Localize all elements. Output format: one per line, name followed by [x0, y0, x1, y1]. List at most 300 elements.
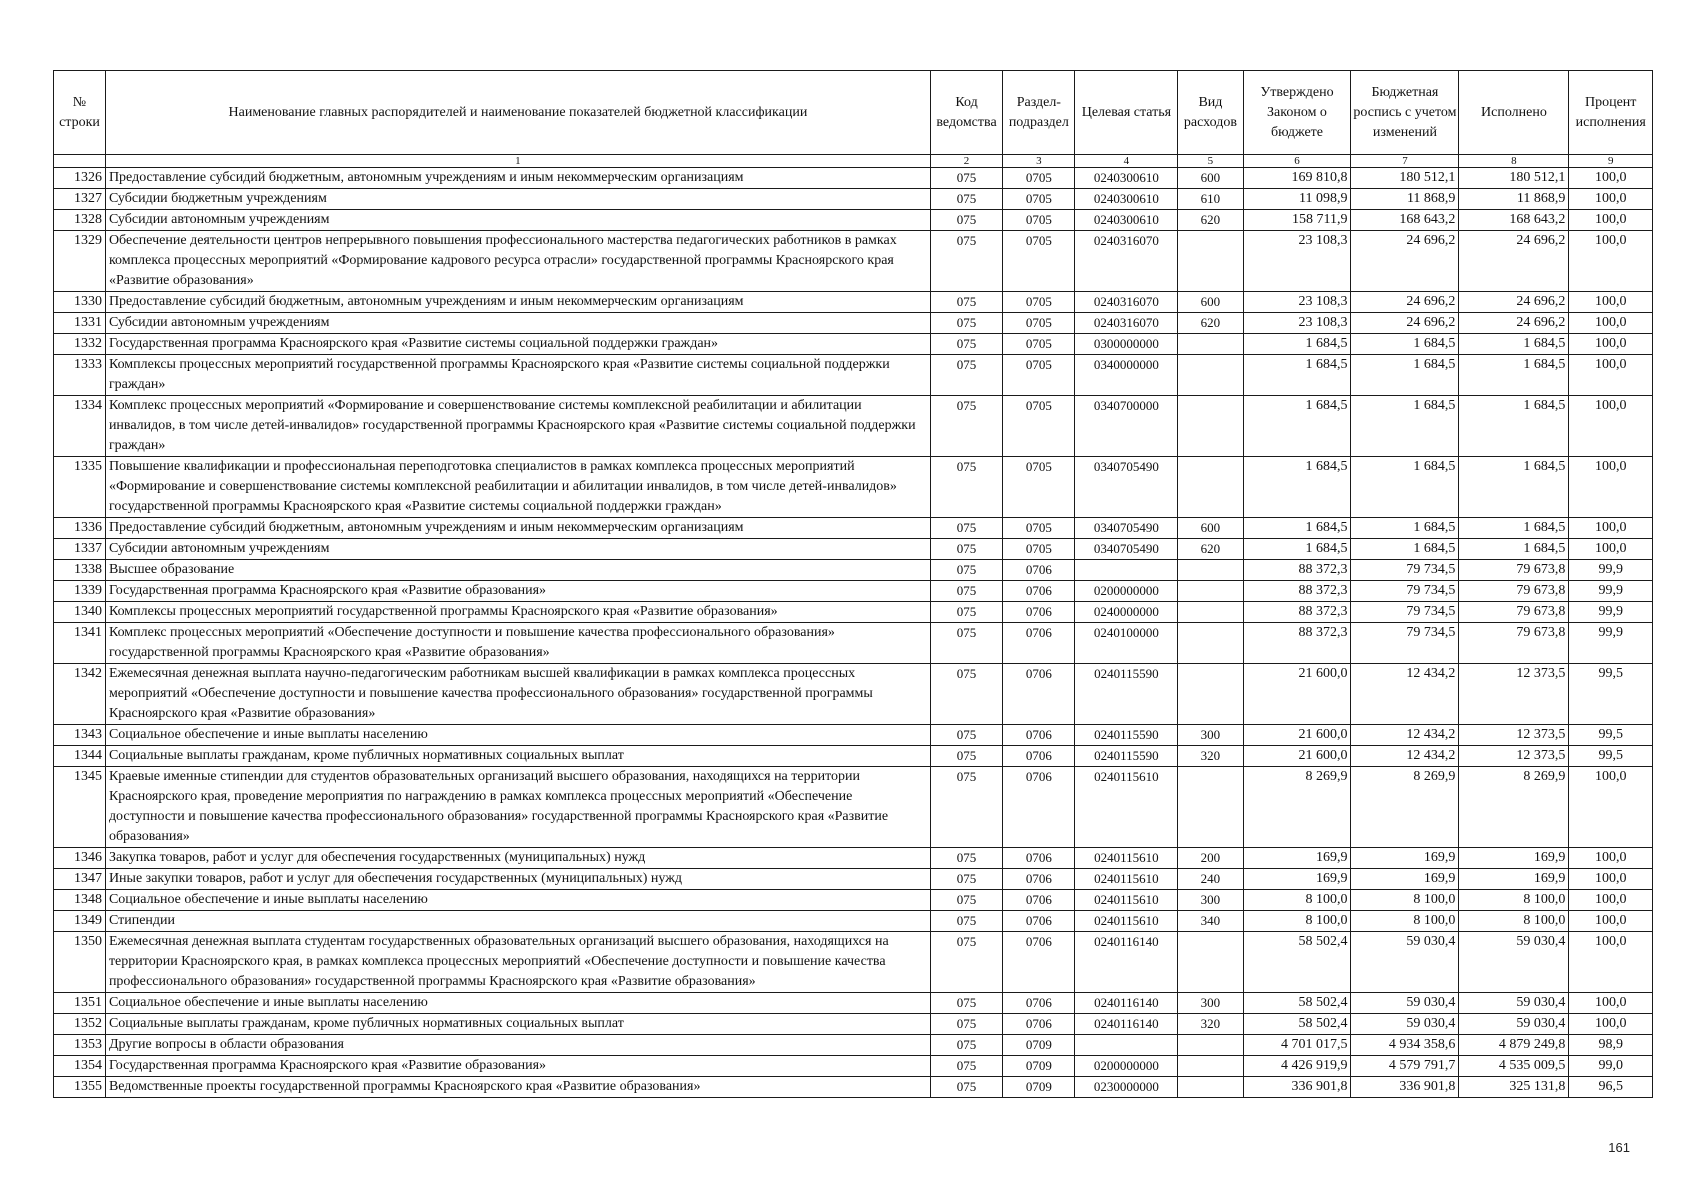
- row-name: Социальное обеспечение и иные выплаты населению: [105, 725, 930, 746]
- target-article: 0230000000: [1075, 1077, 1178, 1098]
- executed-amount: 1 684,5: [1459, 355, 1569, 396]
- scheduled-amount: 11 868,9: [1351, 189, 1459, 210]
- header-name: Наименование главных распорядителей и наименование показателей бюджетной классификации: [105, 71, 930, 155]
- table-row: [54, 396, 1653, 457]
- header-approved: Утверждено Законом о бюджете: [1243, 71, 1351, 155]
- execution-percent: 99,9: [1569, 560, 1653, 581]
- section-code: 0706: [1003, 932, 1075, 993]
- section-code: 0705: [1003, 231, 1075, 292]
- execution-percent: 100,0: [1569, 168, 1653, 189]
- scheduled-amount: 4 579 791,7: [1351, 1056, 1459, 1077]
- row-name: Ведомственные проекты государственной программы Красноярского края «Развитие образования»: [105, 1077, 930, 1098]
- scheduled-amount: 79 734,5: [1351, 602, 1459, 623]
- target-article: 0240316070: [1075, 231, 1178, 292]
- executed-amount: 59 030,4: [1459, 932, 1569, 993]
- table-row: [54, 1056, 1653, 1077]
- row-name: Субсидии автономным учреждениям: [105, 210, 930, 231]
- approved-amount: 1 684,5: [1243, 457, 1351, 518]
- table-row: [54, 313, 1653, 334]
- department-code: 075: [930, 168, 1002, 189]
- section-code: 0706: [1003, 623, 1075, 664]
- scheduled-amount: 1 684,5: [1351, 518, 1459, 539]
- approved-amount: 58 502,4: [1243, 932, 1351, 993]
- executed-amount: 1 684,5: [1459, 518, 1569, 539]
- table-header: [54, 71, 1653, 168]
- target-article: 0240115590: [1075, 664, 1178, 725]
- approved-amount: 336 901,8: [1243, 1077, 1351, 1098]
- expense-type: 610: [1178, 189, 1243, 210]
- row-name: Стипендии: [105, 911, 930, 932]
- target-article: 0240115610: [1075, 911, 1178, 932]
- expense-type: [1178, 581, 1243, 602]
- approved-amount: 1 684,5: [1243, 539, 1351, 560]
- target-article: 0240115610: [1075, 869, 1178, 890]
- table-row: [54, 890, 1653, 911]
- section-code: 0706: [1003, 560, 1075, 581]
- execution-percent: 100,0: [1569, 396, 1653, 457]
- executed-amount: 168 643,2: [1459, 210, 1569, 231]
- scheduled-amount: 1 684,5: [1351, 355, 1459, 396]
- section-code: 0705: [1003, 313, 1075, 334]
- scheduled-amount: 79 734,5: [1351, 560, 1459, 581]
- executed-amount: 24 696,2: [1459, 231, 1569, 292]
- column-number: 5: [1178, 155, 1243, 168]
- row-name: Высшее образование: [105, 560, 930, 581]
- row-name: Ежемесячная денежная выплата научно-педагогическим работникам высшей квалификации в рамках комплекса процессных мероприятий «Обеспечение доступности и повышение качества профессионального образования» государственной программы Красноярского края «Развитие образования»: [105, 664, 930, 725]
- row-number: 1333: [54, 355, 106, 396]
- row-name: Ежемесячная денежная выплата студентам государственных образовательных организаций высшего образования, находящихся на территории Красноярского края, в рамках комплекса процессных мероприятий «Обеспечение доступности и повышение качества профессионального образования» государственной программы Красноярского края «Развитие образования»: [105, 932, 930, 993]
- row-number: 1350: [54, 932, 106, 993]
- expense-type: 620: [1178, 210, 1243, 231]
- expense-type: [1178, 664, 1243, 725]
- expense-type: 600: [1178, 292, 1243, 313]
- executed-amount: 4 879 249,8: [1459, 1035, 1569, 1056]
- expense-type: [1178, 602, 1243, 623]
- row-name: Предоставление субсидий бюджетным, автономным учреждениям и иным некоммерческим организациям: [105, 168, 930, 189]
- section-code: 0705: [1003, 168, 1075, 189]
- department-code: 075: [930, 993, 1002, 1014]
- target-article: 0200000000: [1075, 581, 1178, 602]
- scheduled-amount: 12 434,2: [1351, 664, 1459, 725]
- scheduled-amount: 8 100,0: [1351, 911, 1459, 932]
- expense-type: [1178, 767, 1243, 848]
- execution-percent: 99,9: [1569, 581, 1653, 602]
- execution-percent: 100,0: [1569, 518, 1653, 539]
- column-number: 1: [105, 155, 930, 168]
- header-department-code: Код ведомства: [930, 71, 1002, 155]
- scheduled-amount: 12 434,2: [1351, 746, 1459, 767]
- department-code: 075: [930, 396, 1002, 457]
- execution-percent: 100,0: [1569, 848, 1653, 869]
- executed-amount: 325 131,8: [1459, 1077, 1569, 1098]
- department-code: 075: [930, 457, 1002, 518]
- scheduled-amount: 59 030,4: [1351, 993, 1459, 1014]
- department-code: 075: [930, 539, 1002, 560]
- target-article: 0340705490: [1075, 518, 1178, 539]
- approved-amount: 23 108,3: [1243, 231, 1351, 292]
- row-number: 1355: [54, 1077, 106, 1098]
- expense-type: 300: [1178, 725, 1243, 746]
- executed-amount: 79 673,8: [1459, 581, 1569, 602]
- department-code: 075: [930, 581, 1002, 602]
- execution-percent: 100,0: [1569, 231, 1653, 292]
- row-number: 1335: [54, 457, 106, 518]
- department-code: 075: [930, 623, 1002, 664]
- scheduled-amount: 169,9: [1351, 869, 1459, 890]
- section-code: 0705: [1003, 457, 1075, 518]
- scheduled-amount: 180 512,1: [1351, 168, 1459, 189]
- row-name: Социальные выплаты гражданам, кроме публичных нормативных социальных выплат: [105, 1014, 930, 1035]
- executed-amount: 79 673,8: [1459, 623, 1569, 664]
- table-row: [54, 848, 1653, 869]
- page-number: 161: [1608, 1140, 1630, 1155]
- column-number: 8: [1459, 155, 1569, 168]
- scheduled-amount: 1 684,5: [1351, 396, 1459, 457]
- row-name: Субсидии автономным учреждениям: [105, 539, 930, 560]
- row-name: Иные закупки товаров, работ и услуг для обеспечения государственных (муниципальных) нужд: [105, 869, 930, 890]
- expense-type: 620: [1178, 313, 1243, 334]
- execution-percent: 99,0: [1569, 1056, 1653, 1077]
- row-name: Комплексы процессных мероприятий государственной программы Красноярского края «Развитие образования»: [105, 602, 930, 623]
- executed-amount: 12 373,5: [1459, 746, 1569, 767]
- table-row: [54, 355, 1653, 396]
- row-number: 1331: [54, 313, 106, 334]
- executed-amount: 8 269,9: [1459, 767, 1569, 848]
- header-expense-type: Вид расходов: [1178, 71, 1243, 155]
- approved-amount: 4 701 017,5: [1243, 1035, 1351, 1056]
- execution-percent: 96,5: [1569, 1077, 1653, 1098]
- department-code: 075: [930, 602, 1002, 623]
- execution-percent: 99,5: [1569, 725, 1653, 746]
- row-number: 1340: [54, 602, 106, 623]
- scheduled-amount: 1 684,5: [1351, 457, 1459, 518]
- section-code: 0705: [1003, 396, 1075, 457]
- row-number: 1337: [54, 539, 106, 560]
- department-code: 075: [930, 560, 1002, 581]
- target-article: [1075, 1035, 1178, 1056]
- execution-percent: 100,0: [1569, 890, 1653, 911]
- target-article: 0240115610: [1075, 848, 1178, 869]
- target-article: 0240115590: [1075, 746, 1178, 767]
- approved-amount: 21 600,0: [1243, 664, 1351, 725]
- approved-amount: 1 684,5: [1243, 396, 1351, 457]
- section-code: 0709: [1003, 1077, 1075, 1098]
- approved-amount: 1 684,5: [1243, 355, 1351, 396]
- section-code: 0705: [1003, 539, 1075, 560]
- column-number: 7: [1351, 155, 1459, 168]
- executed-amount: 12 373,5: [1459, 664, 1569, 725]
- executed-amount: 24 696,2: [1459, 292, 1569, 313]
- row-number: 1328: [54, 210, 106, 231]
- row-number: 1341: [54, 623, 106, 664]
- column-number: [54, 155, 106, 168]
- execution-percent: 100,0: [1569, 869, 1653, 890]
- section-code: 0706: [1003, 890, 1075, 911]
- section-code: 0706: [1003, 1014, 1075, 1035]
- executed-amount: 12 373,5: [1459, 725, 1569, 746]
- execution-percent: 99,9: [1569, 602, 1653, 623]
- row-name: Социальные выплаты гражданам, кроме публичных нормативных социальных выплат: [105, 746, 930, 767]
- approved-amount: 21 600,0: [1243, 725, 1351, 746]
- execution-percent: 98,9: [1569, 1035, 1653, 1056]
- row-number: 1344: [54, 746, 106, 767]
- executed-amount: 8 100,0: [1459, 890, 1569, 911]
- target-article: 0240100000: [1075, 623, 1178, 664]
- header-executed: Исполнено: [1459, 71, 1569, 155]
- executed-amount: 59 030,4: [1459, 993, 1569, 1014]
- table-row: [54, 189, 1653, 210]
- target-article: 0340000000: [1075, 355, 1178, 396]
- table-row: [54, 1014, 1653, 1035]
- expense-type: 320: [1178, 1014, 1243, 1035]
- approved-amount: 169,9: [1243, 848, 1351, 869]
- execution-percent: 100,0: [1569, 210, 1653, 231]
- section-code: 0706: [1003, 848, 1075, 869]
- approved-amount: 1 684,5: [1243, 518, 1351, 539]
- approved-amount: 4 426 919,9: [1243, 1056, 1351, 1077]
- section-code: 0705: [1003, 210, 1075, 231]
- section-code: 0706: [1003, 581, 1075, 602]
- department-code: 075: [930, 746, 1002, 767]
- row-name: Социальное обеспечение и иные выплаты населению: [105, 993, 930, 1014]
- target-article: 0340705490: [1075, 457, 1178, 518]
- section-code: 0705: [1003, 518, 1075, 539]
- row-number: 1327: [54, 189, 106, 210]
- scheduled-amount: 59 030,4: [1351, 932, 1459, 993]
- approved-amount: 88 372,3: [1243, 602, 1351, 623]
- section-code: 0705: [1003, 189, 1075, 210]
- approved-amount: 8 100,0: [1243, 890, 1351, 911]
- column-number: 2: [930, 155, 1002, 168]
- table-row: [54, 581, 1653, 602]
- scheduled-amount: 8 269,9: [1351, 767, 1459, 848]
- scheduled-amount: 59 030,4: [1351, 1014, 1459, 1035]
- executed-amount: 1 684,5: [1459, 334, 1569, 355]
- scheduled-amount: 8 100,0: [1351, 890, 1459, 911]
- row-number: 1329: [54, 231, 106, 292]
- table-row: [54, 725, 1653, 746]
- approved-amount: 169,9: [1243, 869, 1351, 890]
- scheduled-amount: 169,9: [1351, 848, 1459, 869]
- scheduled-amount: 168 643,2: [1351, 210, 1459, 231]
- target-article: 0240116140: [1075, 1014, 1178, 1035]
- target-article: 0300000000: [1075, 334, 1178, 355]
- executed-amount: 1 684,5: [1459, 396, 1569, 457]
- section-code: 0709: [1003, 1056, 1075, 1077]
- row-number: 1345: [54, 767, 106, 848]
- row-name: Предоставление субсидий бюджетным, автономным учреждениям и иным некоммерческим организациям: [105, 518, 930, 539]
- row-name: Субсидии бюджетным учреждениям: [105, 189, 930, 210]
- scheduled-amount: 1 684,5: [1351, 334, 1459, 355]
- execution-percent: 99,9: [1569, 623, 1653, 664]
- expense-type: 200: [1178, 848, 1243, 869]
- expense-type: [1178, 231, 1243, 292]
- column-number: 4: [1075, 155, 1178, 168]
- execution-percent: 100,0: [1569, 334, 1653, 355]
- row-number: 1336: [54, 518, 106, 539]
- approved-amount: 58 502,4: [1243, 993, 1351, 1014]
- expense-type: [1178, 932, 1243, 993]
- execution-percent: 100,0: [1569, 355, 1653, 396]
- department-code: 075: [930, 1014, 1002, 1035]
- table-row: [54, 1077, 1653, 1098]
- executed-amount: 4 535 009,5: [1459, 1056, 1569, 1077]
- table-row: [54, 560, 1653, 581]
- row-number: 1347: [54, 869, 106, 890]
- executed-amount: 169,9: [1459, 848, 1569, 869]
- table-row: [54, 231, 1653, 292]
- row-name: Комплексы процессных мероприятий государственной программы Красноярского края «Развитие системы социальной поддержки граждан»: [105, 355, 930, 396]
- expense-type: 600: [1178, 168, 1243, 189]
- department-code: 075: [930, 725, 1002, 746]
- execution-percent: 100,0: [1569, 457, 1653, 518]
- execution-percent: 100,0: [1569, 313, 1653, 334]
- table-row: [54, 746, 1653, 767]
- table-row: [54, 767, 1653, 848]
- header-budget-schedule: Бюджетная роспись с учетом изменений: [1351, 71, 1459, 155]
- approved-amount: 23 108,3: [1243, 313, 1351, 334]
- section-code: 0705: [1003, 292, 1075, 313]
- header-percent: Процент исполнения: [1569, 71, 1653, 155]
- row-name: Обеспечение деятельности центров непрерывного повышения профессионального мастерства педагогических работников в рамках комплекса процессных мероприятий «Формирование кадрового ресурса отрасли» государственной программы Красноярского края «Развитие образования»: [105, 231, 930, 292]
- section-code: 0706: [1003, 993, 1075, 1014]
- scheduled-amount: 79 734,5: [1351, 623, 1459, 664]
- table-row: [54, 168, 1653, 189]
- row-number: 1348: [54, 890, 106, 911]
- table-row: [54, 210, 1653, 231]
- department-code: 075: [930, 313, 1002, 334]
- row-number: 1346: [54, 848, 106, 869]
- executed-amount: 8 100,0: [1459, 911, 1569, 932]
- scheduled-amount: 24 696,2: [1351, 292, 1459, 313]
- approved-amount: 11 098,9: [1243, 189, 1351, 210]
- target-article: 0240116140: [1075, 932, 1178, 993]
- department-code: 075: [930, 869, 1002, 890]
- execution-percent: 99,5: [1569, 664, 1653, 725]
- section-code: 0706: [1003, 869, 1075, 890]
- expense-type: 300: [1178, 993, 1243, 1014]
- expense-type: [1178, 1056, 1243, 1077]
- row-name: Закупка товаров, работ и услуг для обеспечения государственных (муниципальных) нужд: [105, 848, 930, 869]
- section-code: 0706: [1003, 725, 1075, 746]
- row-number: 1332: [54, 334, 106, 355]
- column-number-row: [54, 155, 1653, 168]
- department-code: 075: [930, 1077, 1002, 1098]
- table-row: [54, 292, 1653, 313]
- section-code: 0705: [1003, 355, 1075, 396]
- target-article: 0240116140: [1075, 993, 1178, 1014]
- execution-percent: 100,0: [1569, 993, 1653, 1014]
- section-code: 0706: [1003, 746, 1075, 767]
- department-code: 075: [930, 1056, 1002, 1077]
- executed-amount: 24 696,2: [1459, 313, 1569, 334]
- row-number: 1326: [54, 168, 106, 189]
- department-code: 075: [930, 664, 1002, 725]
- section-code: 0706: [1003, 602, 1075, 623]
- department-code: 075: [930, 334, 1002, 355]
- header-row-number: № строки: [54, 71, 106, 155]
- row-name: Комплекс процессных мероприятий «Формирование и совершенствование системы комплексной реабилитации и абилитации инвалидов, в том числе детей-инвалидов» государственной программы Красноярского края «Развитие системы социальной поддержки граждан»: [105, 396, 930, 457]
- table-row: [54, 602, 1653, 623]
- department-code: 075: [930, 292, 1002, 313]
- executed-amount: 59 030,4: [1459, 1014, 1569, 1035]
- table-row: [54, 457, 1653, 518]
- expense-type: [1178, 623, 1243, 664]
- table-row: [54, 932, 1653, 993]
- execution-percent: 100,0: [1569, 932, 1653, 993]
- expense-type: 300: [1178, 890, 1243, 911]
- approved-amount: 88 372,3: [1243, 581, 1351, 602]
- target-article: 0240300610: [1075, 189, 1178, 210]
- executed-amount: 11 868,9: [1459, 189, 1569, 210]
- row-name: Другие вопросы в области образования: [105, 1035, 930, 1056]
- target-article: [1075, 560, 1178, 581]
- target-article: 0240316070: [1075, 292, 1178, 313]
- target-article: 0240115610: [1075, 890, 1178, 911]
- row-number: 1338: [54, 560, 106, 581]
- row-number: 1353: [54, 1035, 106, 1056]
- section-code: 0706: [1003, 664, 1075, 725]
- row-name: Комплекс процессных мероприятий «Обеспечение доступности и повышение качества профессионального образования» государственной программы Красноярского края «Развитие образования»: [105, 623, 930, 664]
- table-row: [54, 1035, 1653, 1056]
- table-row: [54, 539, 1653, 560]
- row-name: Краевые именные стипендии для студентов образовательных организаций высшего образования, находящихся на территории Красноярского края, проведение мероприятия по награждению в рамках комплекса процессных мероприятий «Обеспечение доступности и повышение качества профессионального образования» государственной программы Красноярского края «Развитие образования»: [105, 767, 930, 848]
- approved-amount: 8 269,9: [1243, 767, 1351, 848]
- row-number: 1354: [54, 1056, 106, 1077]
- row-name: Государственная программа Красноярского края «Развитие системы социальной поддержки граждан»: [105, 334, 930, 355]
- scheduled-amount: 79 734,5: [1351, 581, 1459, 602]
- expense-type: 240: [1178, 869, 1243, 890]
- target-article: 0240115610: [1075, 767, 1178, 848]
- executed-amount: 1 684,5: [1459, 457, 1569, 518]
- row-number: 1351: [54, 993, 106, 1014]
- executed-amount: 1 684,5: [1459, 539, 1569, 560]
- expense-type: [1178, 560, 1243, 581]
- executed-amount: 79 673,8: [1459, 602, 1569, 623]
- department-code: 075: [930, 932, 1002, 993]
- header-row: [54, 71, 1653, 155]
- approved-amount: 23 108,3: [1243, 292, 1351, 313]
- department-code: 075: [930, 1035, 1002, 1056]
- row-name: Повышение квалификации и профессиональная переподготовка специалистов в рамках комплекса процессных мероприятий «Формирование и совершенствование системы комплексной реабилитации и абилитации инвалидов, в том числе детей-инвалидов» государственной программы Красноярского края «Развитие системы социальной поддержки граждан»: [105, 457, 930, 518]
- table-row: [54, 518, 1653, 539]
- section-code: 0705: [1003, 334, 1075, 355]
- column-number: 9: [1569, 155, 1653, 168]
- expense-type: [1178, 396, 1243, 457]
- department-code: 075: [930, 890, 1002, 911]
- target-article: 0340700000: [1075, 396, 1178, 457]
- department-code: 075: [930, 767, 1002, 848]
- department-code: 075: [930, 210, 1002, 231]
- target-article: 0240300610: [1075, 210, 1178, 231]
- approved-amount: 88 372,3: [1243, 560, 1351, 581]
- target-article: 0240300610: [1075, 168, 1178, 189]
- expense-type: 340: [1178, 911, 1243, 932]
- header-target-article: Целевая статья: [1075, 71, 1178, 155]
- expense-type: [1178, 355, 1243, 396]
- scheduled-amount: 12 434,2: [1351, 725, 1459, 746]
- scheduled-amount: 1 684,5: [1351, 539, 1459, 560]
- row-name: Государственная программа Красноярского края «Развитие образования»: [105, 581, 930, 602]
- approved-amount: 1 684,5: [1243, 334, 1351, 355]
- scheduled-amount: 336 901,8: [1351, 1077, 1459, 1098]
- executed-amount: 79 673,8: [1459, 560, 1569, 581]
- scheduled-amount: 4 934 358,6: [1351, 1035, 1459, 1056]
- scheduled-amount: 24 696,2: [1351, 231, 1459, 292]
- section-code: 0706: [1003, 911, 1075, 932]
- row-number: 1334: [54, 396, 106, 457]
- department-code: 075: [930, 518, 1002, 539]
